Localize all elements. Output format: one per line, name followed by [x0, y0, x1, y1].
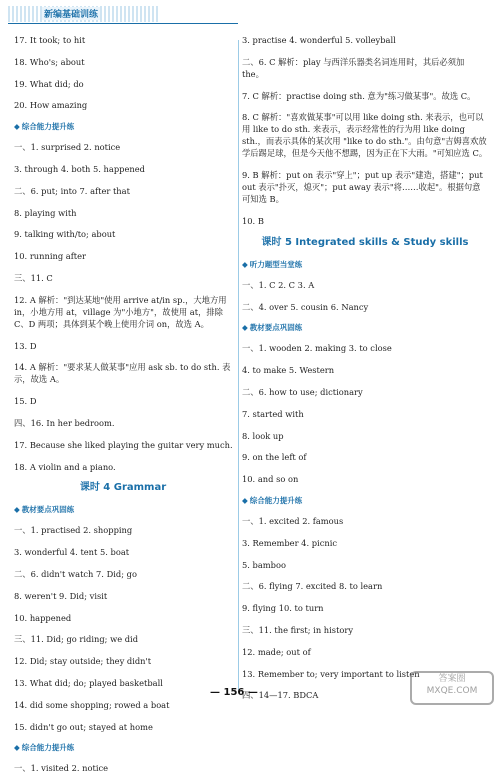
- right-column: [242, 34, 488, 711]
- answer-line: 12. A 解析："到达某地"使用 arrive at/in sp.，大地方用 in，小地方用 at，village 为"小地方"，故使用 at，排除 C、D 两项；具体到某个晚上使用介词 on，故选 A。: [14, 294, 227, 329]
- answer-line: 7. C 解析：practise doing sth. 意为"练习做某事"。故选 C。: [242, 90, 476, 101]
- answer-line: 20. How amazing: [14, 100, 88, 111]
- section-heading: [14, 504, 232, 516]
- answer-line: 19. What did; do: [14, 78, 84, 89]
- answer-line: 17. It took; to hit: [14, 35, 86, 45]
- section-heading-text: 听力题型当堂练: [249, 259, 303, 269]
- answer-line: 8. playing with: [14, 207, 77, 218]
- answer-line: 4. to make 5. Western: [242, 365, 335, 376]
- answer-line: 13. D: [14, 340, 37, 351]
- section-heading-text: 教材要点巩固练: [249, 323, 303, 333]
- answer-line: 四、14—17. BDCA: [242, 690, 319, 701]
- watermark-logo: 答案圈 MXQE.COM: [410, 671, 494, 705]
- section-heading-text: 综合能力提升练: [21, 743, 75, 753]
- answer-line: 四、16. In her bedroom.: [14, 417, 115, 428]
- answer-line: 15. didn't go out; stayed at home: [14, 721, 153, 732]
- answer-line: 14. A 解析："要求某人做某事"应用 ask sb. to do sth. 表示，故选 A。: [14, 362, 231, 385]
- answer-line: 9. B 解析：put on 表示"穿上"；put up 表示"建造，搭建"；put out 表示"扑灭，熄灭"；put away 表示"将……收起"。根据句意可知选 B。: [242, 170, 483, 205]
- answer-line: 7. started with: [242, 408, 304, 419]
- answer-line: 一、1. practised 2. shopping: [14, 525, 133, 536]
- answer-line: 二、6. how to use; dictionary: [242, 386, 363, 397]
- page-number: — 156 —: [210, 687, 258, 698]
- answer-line: 10. and so on: [242, 474, 299, 485]
- answer-line: 三、11. C: [14, 272, 53, 283]
- diamond-icon: ◆: [242, 495, 248, 505]
- header-title: 新编基础训练: [42, 7, 100, 20]
- section-heading-text: 综合能力提升练: [249, 495, 303, 505]
- diamond-icon: ◆: [14, 122, 20, 132]
- answer-line: 10. happened: [14, 612, 72, 623]
- answer-line: 二、6. flying 7. excited 8. to learn: [242, 581, 383, 592]
- left-column: [14, 34, 232, 784]
- section-heading: [14, 742, 232, 754]
- answer-line: 8. look up: [242, 430, 284, 441]
- answer-line: 二、6. C 解析：play 与西洋乐器类名词连用时，其后必须加 the。: [242, 56, 465, 79]
- answer-line: 13. What did; do; played basketball: [14, 677, 163, 688]
- section-heading-text: 教材要点巩固练: [21, 505, 75, 515]
- answer-line: 一、1. C 2. C 3. A: [242, 279, 315, 290]
- answer-line: 一、1. excited 2. famous: [242, 515, 344, 526]
- answer-line: 9. talking with/to; about: [14, 229, 116, 240]
- answer-line: 18. Who's; about: [14, 56, 85, 67]
- lesson-title: [242, 237, 488, 249]
- column-divider: [238, 40, 239, 690]
- answer-line: 三、11. Did; go riding; we did: [14, 634, 139, 645]
- header-banner: [8, 6, 158, 22]
- answer-line: 9. flying 10. to turn: [242, 603, 324, 614]
- lesson-title-text: 课时 5 Integrated skills & Study skills: [261, 236, 469, 248]
- answer-line: 10. running after: [14, 251, 87, 262]
- answer-line: 8. C 解析："喜欢做某事"可以用 like doing sth. 来表示，也可以用 like to do sth. 来表示，表示经常性的行为用 like doing sth.，而表示具体的某次用 "like to do sth."。由句意"吉姆喜欢放学后踢足球，但是今天他不想踢，因为正在下大雨。"可知应选 C。: [242, 112, 488, 159]
- answer-line: 一、1. surprised 2. notice: [14, 142, 121, 153]
- lesson-title: [14, 482, 232, 494]
- lesson-title-text: 课时 4 Grammar: [79, 482, 167, 494]
- section-heading: [242, 322, 488, 334]
- section-heading: [242, 495, 488, 507]
- answer-line: 5. bamboo: [242, 559, 286, 570]
- section-heading-text: 综合能力提升练: [21, 122, 75, 132]
- answer-line: 17. Because she liked playing the guitar very much.: [14, 439, 233, 450]
- answer-line: 三、11. the first; in history: [242, 624, 354, 635]
- diamond-icon: ◆: [14, 743, 20, 753]
- diamond-icon: ◆: [14, 505, 20, 515]
- diamond-icon: ◆: [242, 323, 248, 333]
- answer-line: 13. Remember to; very important to listen: [242, 668, 420, 679]
- answer-line: 9. on the left of: [242, 452, 307, 463]
- answer-line: 3. Remember 4. picnic: [242, 537, 337, 548]
- answer-line: 3. practise 4. wonderful 5. volleyball: [242, 35, 396, 45]
- answer-line: 3. through 4. both 5. happened: [14, 163, 145, 174]
- answer-line: 二、4. over 5. cousin 6. Nancy: [242, 301, 369, 312]
- header-rule: [8, 23, 238, 24]
- answer-line: 一、1. wooden 2. making 3. to close: [242, 343, 392, 354]
- section-heading: [242, 259, 488, 271]
- answer-line: 二、6. put; into 7. after that: [14, 185, 130, 196]
- diamond-icon: ◆: [242, 259, 248, 269]
- answer-line: 3. wonderful 4. tent 5. boat: [14, 547, 130, 558]
- answer-line: 一、1. visited 2. notice: [14, 763, 109, 774]
- answer-line: 18. A violin and a piano.: [14, 461, 116, 472]
- answer-line: 8. weren't 9. Did; visit: [14, 590, 108, 601]
- answer-line: 10. B: [242, 215, 264, 226]
- answer-line: 12. Did; stay outside; they didn't: [14, 656, 152, 667]
- answer-line: 14. did some shopping; rowed a boat: [14, 699, 170, 710]
- section-heading: [14, 121, 232, 133]
- answer-line: 12. made; out of: [242, 646, 311, 657]
- answer-line: 二、6. didn't watch 7. Did; go: [14, 568, 137, 579]
- answer-line: 15. D: [14, 396, 37, 407]
